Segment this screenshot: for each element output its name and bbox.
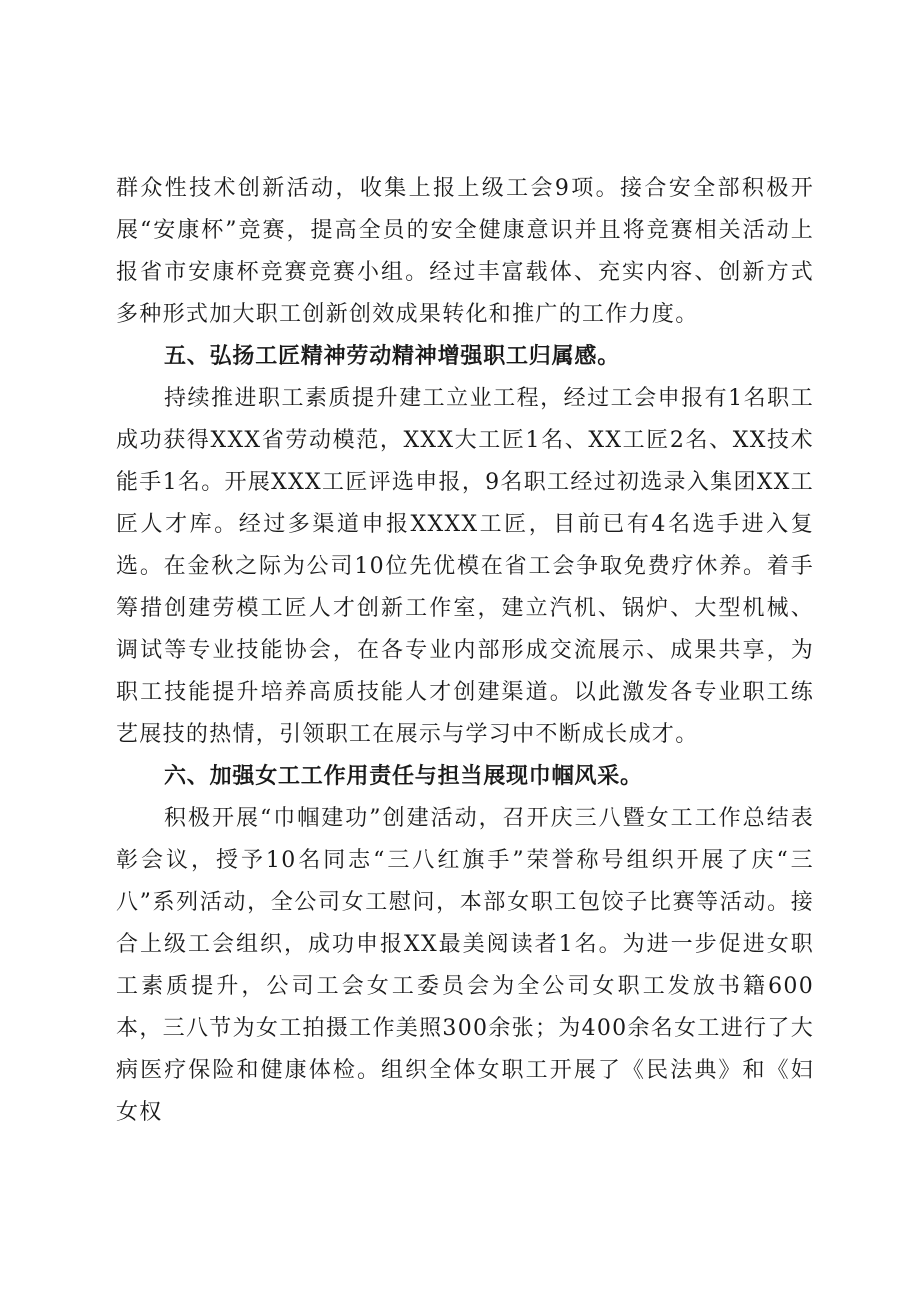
paragraph-craftsman-spirit: 持续推进职工素质提升建工立业工程，经过工会申报有1名职工成功获得XXX省劳动模范，XXX大工匠1名、XX工匠2名、XX技术能手1名。开展XXX工匠评选申报，9名职工经过初选录入集团XX工匠人才库。经过多渠道申报XXXX工匠，目前已有4名选手进入复选。在金秋之际为公司10位先优模在省工会争取免费疗休养。着手筹措创建劳模工匠人才创新工作室，建立汽机、锅炉、大型机械、调试等专业技能协会，在各专业内部形成交流展示、成果共享，为职工技能提升培养高质技能人才创建渠道。以此激发各专业职工练艺展技的热情，引领职工在展示与学习中不断成长成才。 bbox=[116, 386, 814, 747]
paragraph-tech-innovation: 群众性技术创新活动，收集上报上级工会9项。接合安全部积极开展“安康杯”竞赛，提高全员的安全健康意识并且将竞赛相关活动上报省市安康杯竞赛竞赛小组。经过丰富载体、充实内容、创新方式多种形式加大职工创新创效成果转化和推广的工作力度。 bbox=[116, 176, 814, 327]
document-body bbox=[116, 168, 814, 1134]
section-heading-five: 五、弘扬工匠精神劳动精神增强职工归属感。 bbox=[164, 344, 621, 369]
paragraph-women-workers: 积极开展“巾帼建功”创建活动，召开庆三八暨女工工作总结表彰会议，授予10名同志“三八红旗手”荣誉称号组织开展了庆“三八”系列活动，全公司女工慰问，本部女职工包饺子比赛等活动。接合上级工会组织，成功申报XX最美阅读者1名。为进一步促进女职工素质提升，公司工会女工委员会为全公司女职工发放书籍600本，三八节为女工拍摄工作美照300余张；为400余名女工进行了大病医疗保险和健康体检。组织全体女职工开展了《民法典》和《妇女权 bbox=[116, 806, 814, 1125]
section-heading-six: 六、加强女工工作用责任与担当展现巾帼风采。 bbox=[164, 764, 643, 789]
